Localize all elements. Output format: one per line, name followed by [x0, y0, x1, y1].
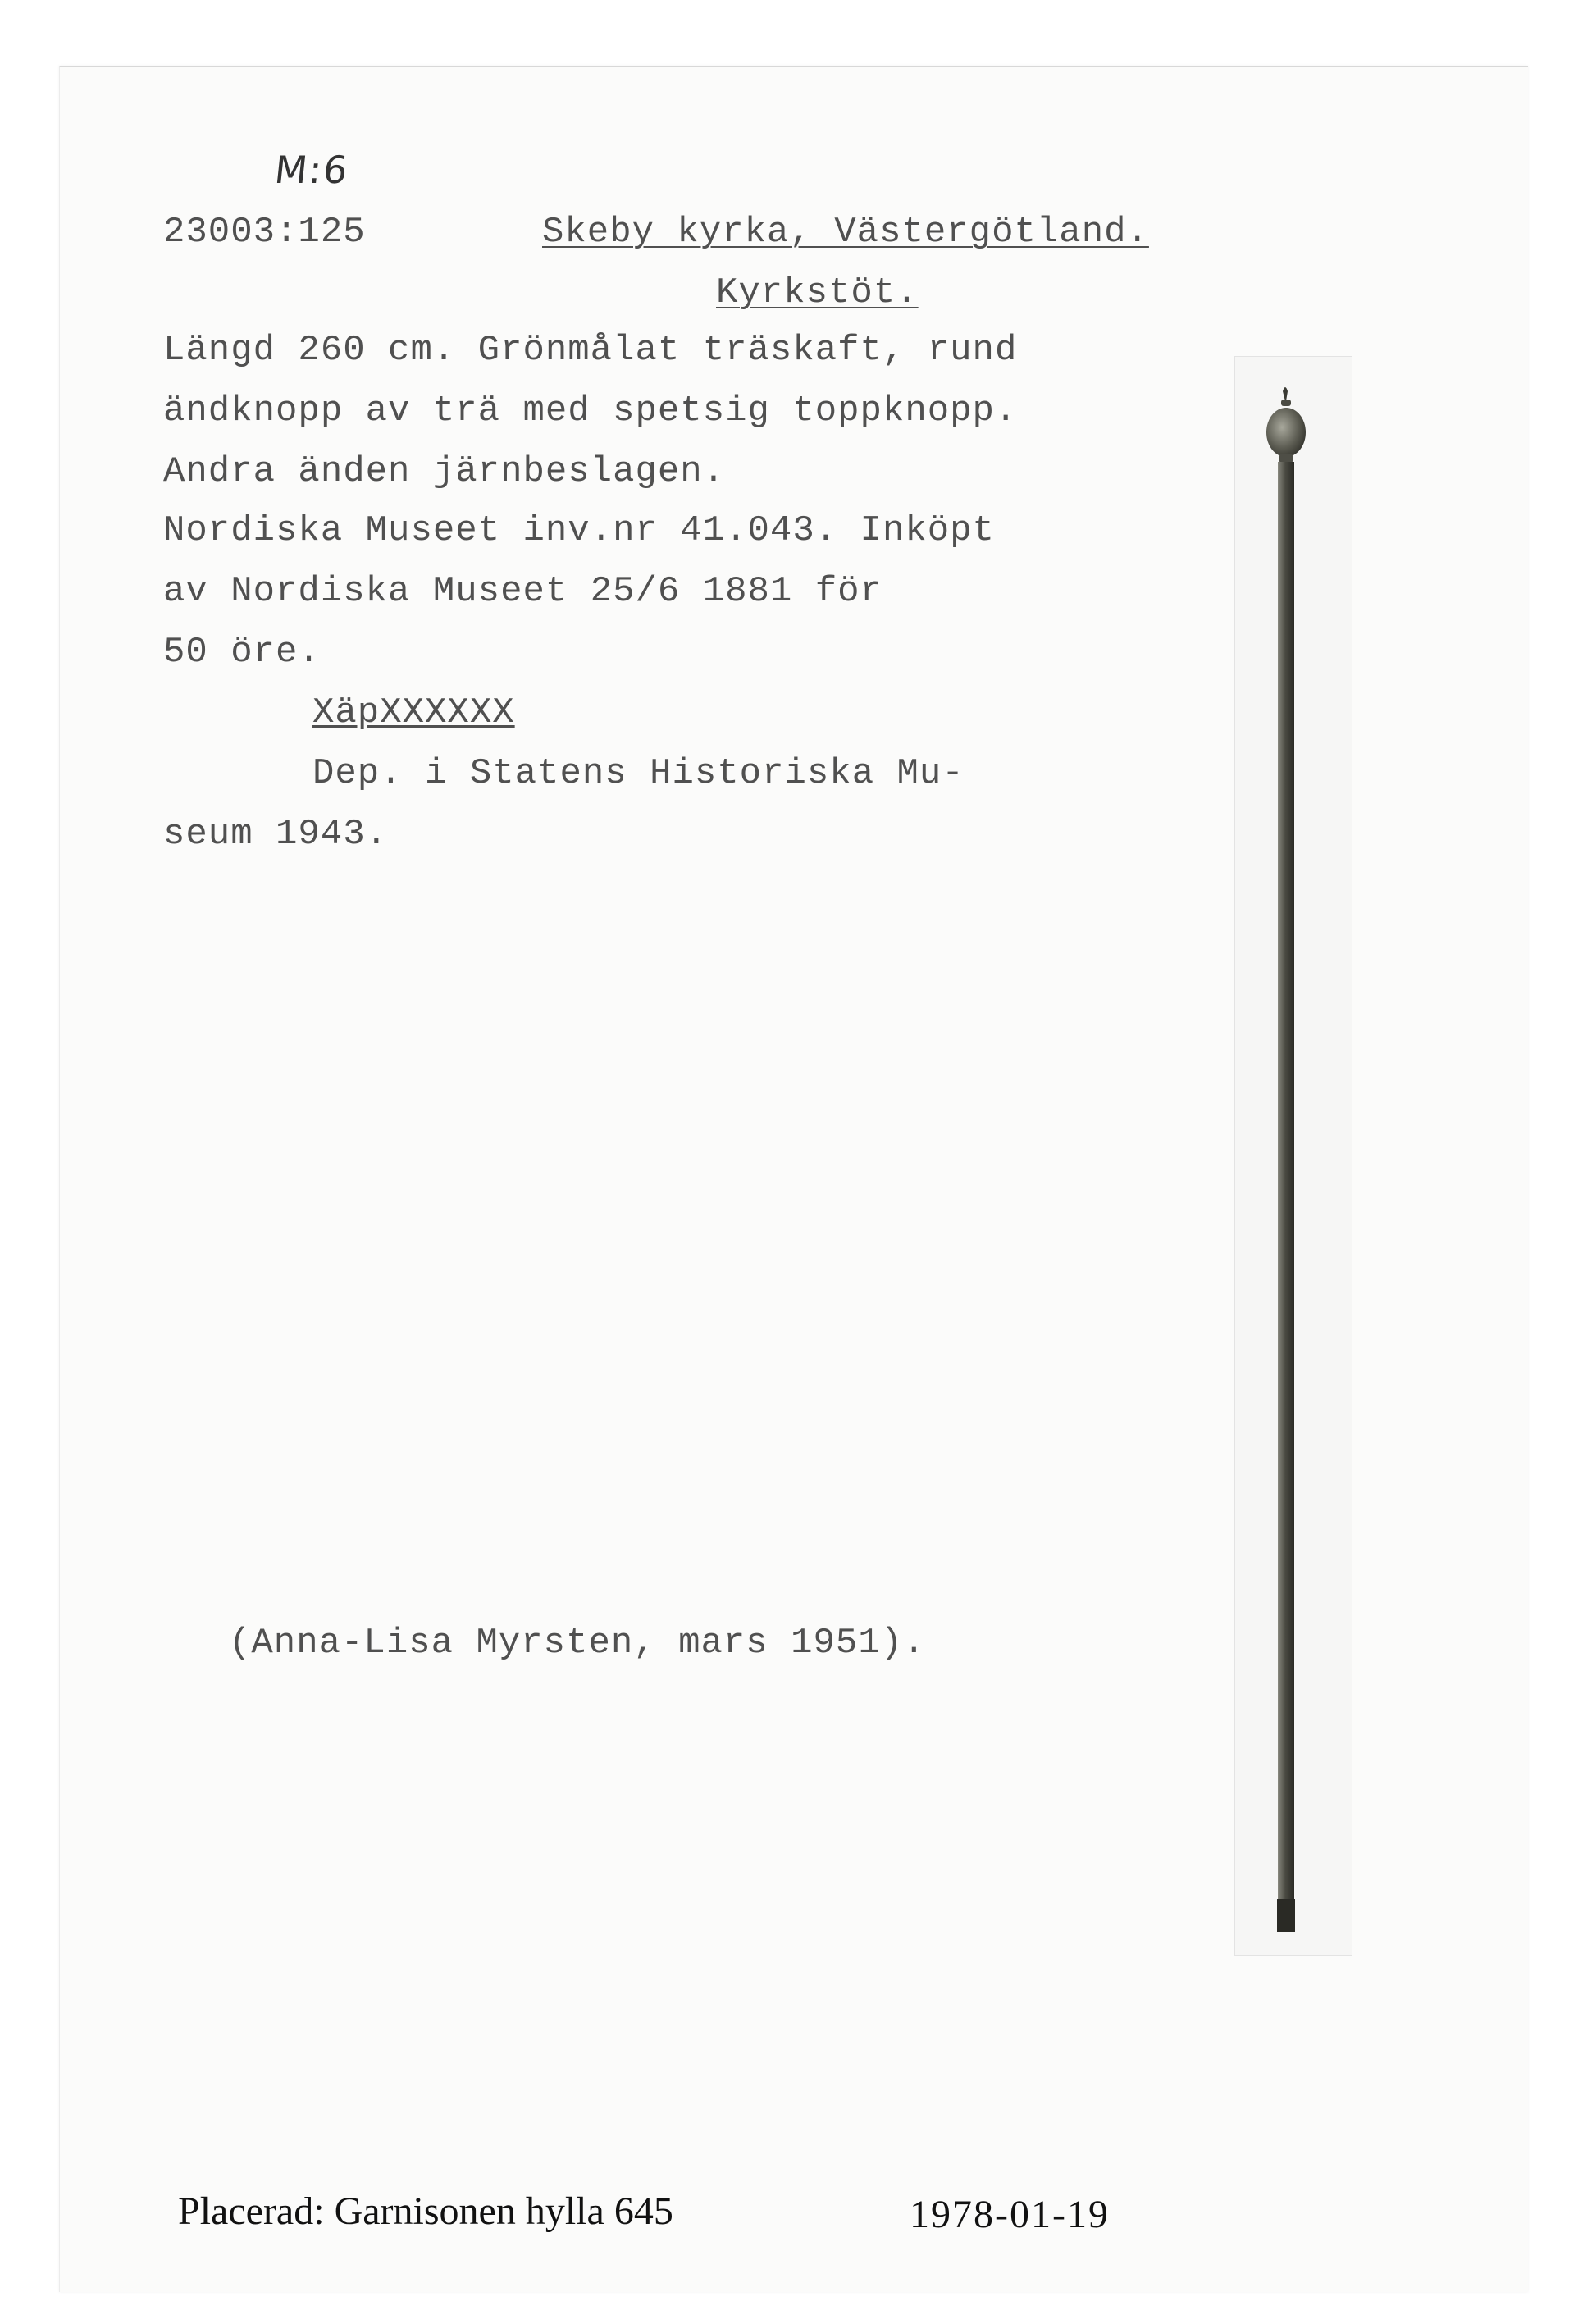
- description-line: 50 öre.: [163, 632, 321, 673]
- description-line: av Nordiska Museet 25/6 1881 för: [163, 571, 882, 612]
- description-line: Nordiska Museet inv.nr 41.043. Inköpt: [163, 510, 995, 551]
- footer-date-stamp: 1978-01-19: [910, 2193, 1110, 2236]
- description-line: Andra änden järnbeslagen.: [163, 451, 726, 492]
- catalog-card: [59, 66, 1528, 2292]
- church-staff-image: [1235, 357, 1352, 1955]
- attribution: (Anna-Lisa Myrsten, mars 1951).: [229, 1623, 926, 1664]
- deposit-line: Dep. i Statens Historiska Mu-: [312, 753, 965, 794]
- location-title: Skeby kyrka, Västergötland.: [542, 212, 1149, 253]
- object-photograph: [1234, 356, 1352, 1956]
- struck-line: XäpXXXXXX: [312, 692, 515, 733]
- description-line: ändknopp av trä med spetsig toppknopp.: [163, 390, 1018, 431]
- footer-location-stamp: Placerad: Garnisonen hylla 645: [178, 2189, 673, 2233]
- description-line: Längd 260 cm. Grönmålat träskaft, rund: [163, 330, 1018, 371]
- deposit-line: seum 1943.: [163, 814, 389, 855]
- inventory-number: 23003:125: [163, 212, 366, 253]
- handwritten-mark: M:6: [272, 148, 352, 192]
- object-name: Kyrkstöt.: [716, 272, 919, 313]
